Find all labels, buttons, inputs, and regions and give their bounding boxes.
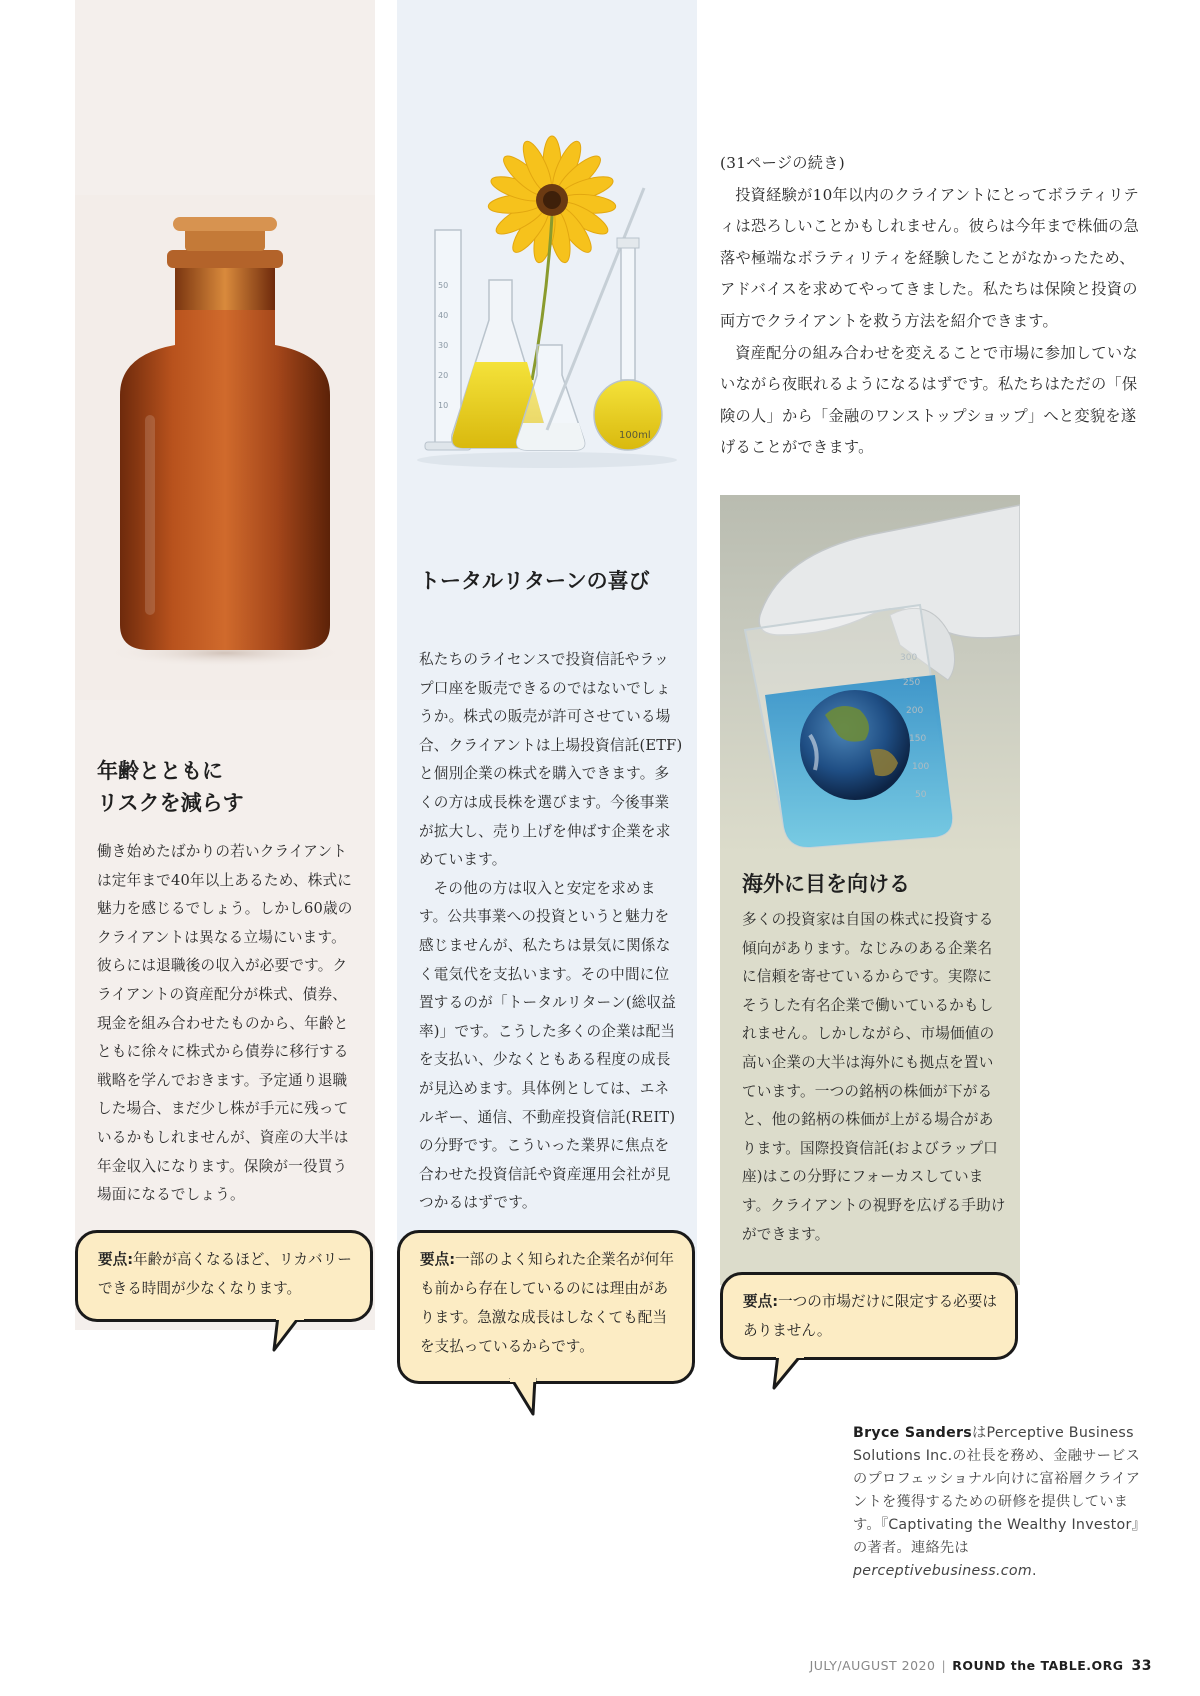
beaker-label-150: 150: [909, 734, 927, 744]
intro-text: [720, 148, 1145, 464]
key-point-label: 要点:: [420, 1251, 456, 1268]
author-description: はPerceptive Business Solutions Inc.の社長を務め、金融サービスのプロフェッショナル向けに富裕層クライアントを獲得するための研修を提供しています。『Captivating the Wealthy Investor』の著者。連絡先は: [853, 1425, 1141, 1556]
footer-separator: |: [941, 1658, 947, 1673]
key-point-text: 一つの市場だけに限定する必要はありません。: [743, 1293, 997, 1339]
beaker-label-50: 50: [915, 790, 927, 800]
key-point-bubble: [397, 1230, 695, 1384]
body-paragraph-1: 私たちのライセンスで投資信託やラップ口座を販売できるのではないでしょうか。株式の販売が許可させている場合、クライアントは上場投資信託(ETF)と個別企業の株式を購入できます。多くの方は成長株を選びます。今後事業が拡大し、売り上げを伸ばす企業を求めています。: [419, 651, 683, 869]
speech-tail-icon: [505, 1378, 545, 1418]
body-paragraph: 多くの投資家は自国の株式に投資する傾向があります。なじみのある企業名に信頼を寄せているからです。実際にそうした有名企業で働いているかもしれません。しかしながら、市場価値の高い企業の大半は海外にも拠点を置いています。一つの銘柄の株価が下がると、他の銘柄の株価が上がる場合があります。国際投資信託(およびラップ口座)はこの分野にフォーカスしています。クライアントの視野を広げる手助けができます。: [742, 911, 1006, 1243]
author-name: Bryce Sanders: [853, 1425, 973, 1441]
beaker-label-300: 300: [900, 653, 918, 663]
cylinder-label-50: 50: [438, 281, 449, 290]
section-heading: トータルリターンの喜び: [419, 569, 650, 593]
magazine-name: ROUND the TABLE.ORG: [952, 1658, 1124, 1673]
cylinder-label-10: 10: [438, 401, 449, 410]
key-point-bubble: [720, 1272, 1018, 1360]
author-bio: [853, 1422, 1145, 1583]
heading-line-2: リスクを減らす: [97, 791, 244, 815]
beaker-label-100: 100: [912, 762, 930, 772]
section-body: [97, 838, 359, 1210]
issue-date: JULY/AUGUST 2020: [809, 1658, 936, 1673]
flask-label: 100ml: [619, 430, 651, 441]
body-paragraph: 働き始めたばかりの若いクライアントは定年まで40年以上あるため、株式に魅力を感じるでしょう。しかし60歳のクライアントは異なる立場にいます。彼らには退職後の収入が必要です。クライアントの資産配分が株式、債券、現金を組み合わせたものから、年齢とともに徐々に株式から債券に移行する戦略を学んでおきます。予定通り退職した場合、まだ少し株が手元に残っているかもしれませんが、資産の大半は年金収入になります。保険が一役買う場面になるでしょう。: [97, 843, 353, 1204]
page-number: 33: [1131, 1658, 1152, 1674]
page-footer: [810, 1658, 1152, 1674]
lab-glassware-flower-icon: [397, 130, 697, 510]
author-bio-end: .: [1031, 1563, 1037, 1579]
key-point-text: 年齢が高くなるほど、リカバリーできる時間が少なくなります。: [98, 1251, 352, 1297]
beaker-label-250: 250: [903, 678, 921, 688]
intro-paragraph-1: 投資経験が10年以内のクライアントにとってボラティリティは恐ろしいことかもしれません。彼らは今年まで株価の急落や極端なボラティリティを経験したことがなかったため、アドバイスを求めてやってきました。私たちは保険と投資の両方でクライアントを救う方法を紹介できます。: [720, 185, 1140, 330]
column-age-risk: [75, 0, 375, 1330]
intro-paragraph-2: 資産配分の組み合わせを変えることで市場に参加していないながら夜眠れるようになるはずです。私たちはただの「保険の人」から「金融のワンストップショップ」へと変貌を遂げることができます。: [720, 343, 1138, 457]
key-point-label: 要点:: [98, 1251, 134, 1268]
column-overseas: [720, 495, 1020, 1285]
key-point-label: 要点:: [743, 1293, 779, 1310]
earth-in-beaker-icon: [720, 495, 1020, 855]
lab-flower-photo: [397, 130, 697, 510]
key-point-text: 一部のよく知られた企業名が何年も前から存在しているのには理由があります。急激な成長はしなくても配当を支払っているからです。: [420, 1251, 674, 1355]
amber-bottle-icon: [75, 195, 375, 700]
cylinder-label-20: 20: [438, 371, 449, 380]
section-heading: 海外に目を向ける: [742, 872, 910, 896]
heading-line-1: 年齢とともに: [97, 759, 223, 783]
speech-tail-icon: [770, 1354, 810, 1394]
section-heading: [97, 755, 244, 819]
author-contact-link[interactable]: perceptivebusiness.com: [853, 1563, 1032, 1579]
section-body: [742, 906, 1006, 1249]
body-paragraph-2: その他の方は収入と安定を求めます。公共事業への投資というと魅力を感じませんが、私たちは景気に関係なく電気代を支払います。その中間に位置するのが「トータルリターン(総収益率)」です。こうした多くの企業は配当を支払い、少なくともある程度の成長が見込めます。具体例としては、エネルギー、通信、不動産投資信託(REIT)の分野です。こういった業界に焦点を合わせた投資信託や資産運用会社が見つかるはずです。: [419, 879, 677, 1212]
speech-tail-icon: [270, 1316, 310, 1354]
cylinder-label-40: 40: [438, 311, 449, 320]
earth-beaker-photo: [720, 495, 1020, 855]
cylinder-label-30: 30: [438, 341, 449, 350]
section-body: [419, 646, 683, 1218]
beaker-label-200: 200: [906, 706, 924, 716]
column-total-return: [397, 0, 697, 1330]
amber-bottle-photo: [75, 195, 375, 700]
continued-note: (31ページの続き): [720, 154, 845, 172]
key-point-bubble: [75, 1230, 373, 1322]
